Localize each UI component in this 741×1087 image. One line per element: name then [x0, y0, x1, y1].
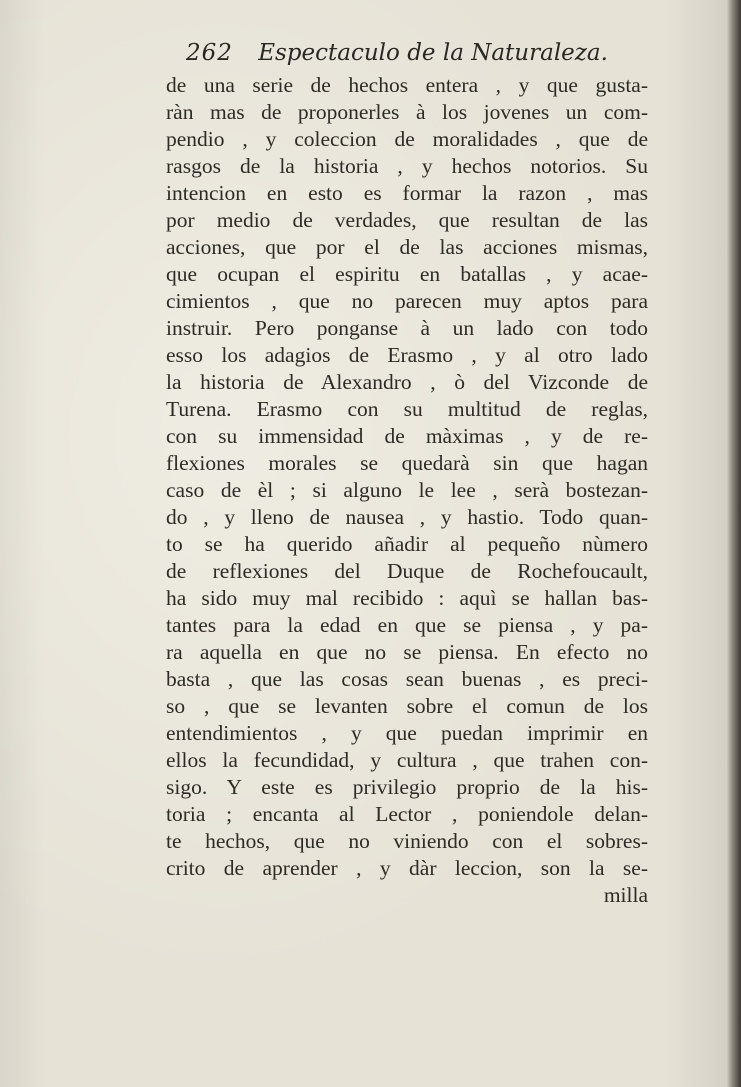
text-line: cimientos , que no parecen muy aptos para	[166, 289, 648, 313]
text-line: caso de èl ; si alguno le lee , serà bostezan-	[166, 478, 648, 502]
text-line: do , y lleno de nausea , y hastio. Todo quan-	[166, 505, 648, 529]
text-line: pendio , y coleccion de moralidades , que de	[166, 127, 648, 151]
text-line: con su immensidad de màximas , y de re-	[166, 424, 648, 448]
text-line: so , que se levanten sobre el comun de los	[166, 694, 648, 718]
text-line: ha sido muy mal recibido : aquì se hallan bas-	[166, 586, 648, 610]
text-line: ra aquella en que no se piensa. En efecto no	[166, 640, 648, 664]
text-line: rasgos de la historia , y hechos notorios. Su	[166, 154, 648, 178]
text-line: sigo. Y este es privilegio proprio de la his-	[166, 775, 648, 799]
text-line: tantes para la edad en que se piensa , y pa-	[166, 613, 648, 637]
text-line: por medio de verdades, que resultan de las	[166, 208, 648, 232]
text-line: te hechos, que no viniendo con el sobres-	[166, 829, 648, 853]
text-line: crito de aprender , y dàr leccion, son la se-	[166, 856, 648, 880]
text-line: flexiones morales se quedarà sin que hagan	[166, 451, 648, 475]
page-number: 262	[186, 40, 233, 66]
running-title: Espectaculo de la Naturaleza.	[258, 40, 608, 66]
text-line: de una serie de hechos entera , y que gusta-	[166, 73, 648, 97]
text-line: to se ha querido añadir al pequeño nùmero	[166, 532, 648, 556]
text-line: que ocupan el espiritu en batallas , y acae-	[166, 262, 648, 286]
text-line: Turena. Erasmo con su multitud de reglas,	[166, 397, 648, 421]
text-line: acciones, que por el de las acciones mismas,	[166, 235, 648, 259]
text-line: entendimientos , y que puedan imprimir en	[166, 721, 648, 745]
text-line: toria ; encanta al Lector , poniendole delan-	[166, 802, 648, 826]
text-line: esso los adagios de Erasmo , y al otro lado	[166, 343, 648, 367]
text-line: basta , que las cosas sean buenas , es preci-	[166, 667, 648, 691]
catchword: milla	[603, 883, 648, 907]
text-line: la historia de Alexandro , ò del Vizconde de	[166, 370, 648, 394]
text-line: intencion en esto es formar la razon , mas	[166, 181, 648, 205]
text-line: ràn mas de proponerles à los jovenes un com-	[166, 100, 648, 124]
page-edge-shadow	[727, 0, 741, 1087]
text-line: instruir. Pero ponganse à un lado con todo	[166, 316, 648, 340]
page-header	[186, 40, 608, 66]
text-line: ellos la fecundidad, y cultura , que trahen con-	[166, 748, 648, 772]
body-text	[166, 72, 648, 909]
text-line: de reflexiones del Duque de Rochefoucault,	[166, 559, 648, 583]
